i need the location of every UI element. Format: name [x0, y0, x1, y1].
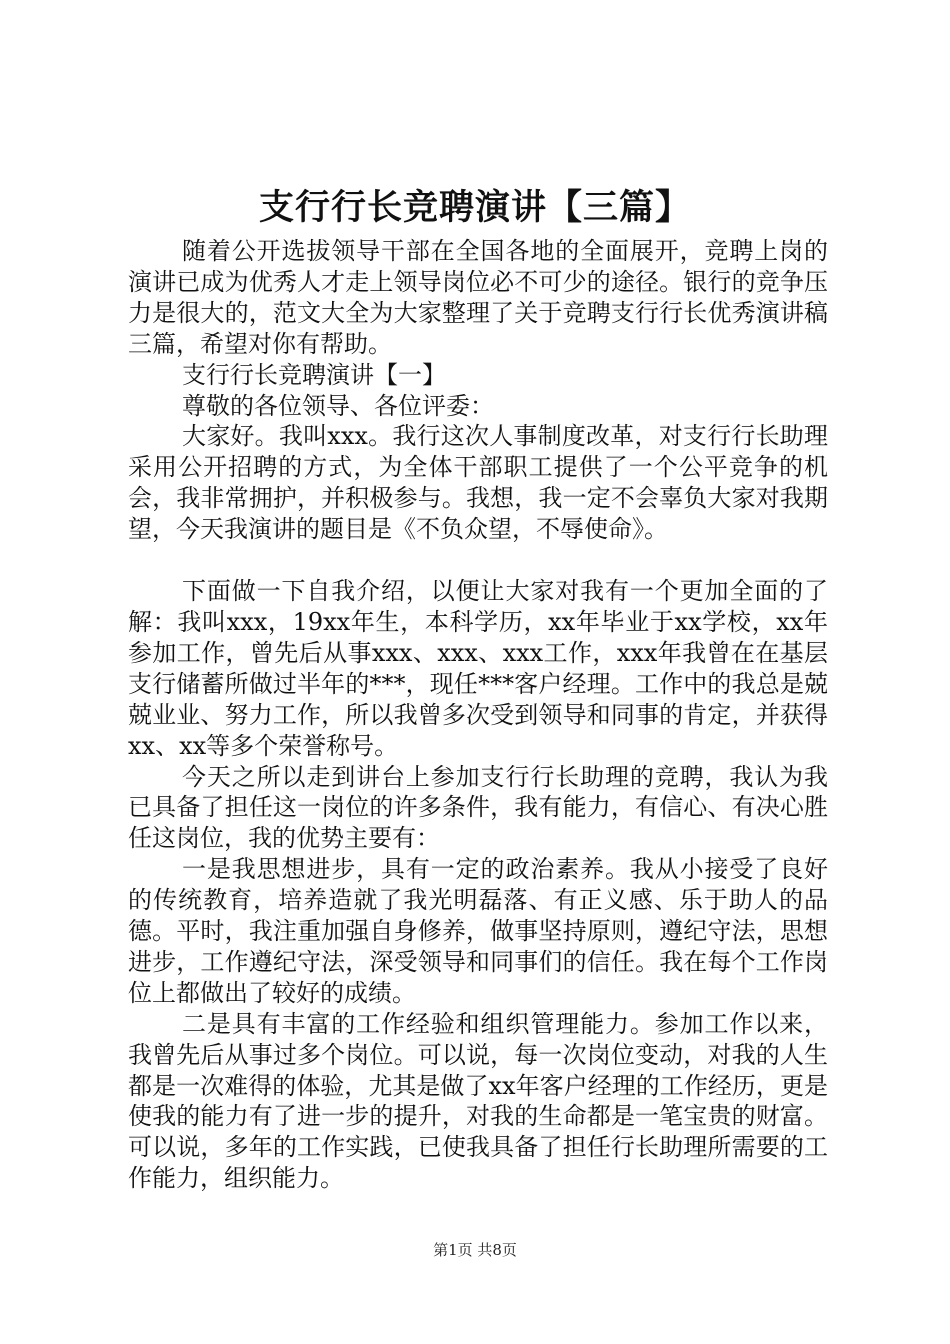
greeting-paragraph: 大家好。我叫xxx。我行这次人事制度改革，对支行行长助理采用公开招聘的方式，为全体干部职工提供了一个公平竞争的机会，我非常拥护，并积极参与。我想，我一定不会辜负大家对我期望，今天我演讲的题目是《不负众望，不辱使命》。	[128, 422, 828, 544]
page-footer: 第1页 共8页	[433, 1241, 517, 1259]
self-introduction-paragraph: 下面做一下自我介绍，以便让大家对我有一个更加全面的了解：我叫xxx，19xx年生，本科学历，xx年毕业于xx学校，xx年参加工作，曾先后从事xxx、xxx、xxx工作，xxx年我曾在在基层支行储蓄所做过半年的***，现任***客户经理。工作中的我总是兢兢业业、努力工作，所以我曾多次受到领导和同事的肯定，并获得xx、xx等多个荣誉称号。	[128, 577, 828, 760]
intro-paragraph: 随着公开选拔领导干部在全国各地的全面展开，竞聘上岗的演讲已成为优秀人才走上领导岗位必不可少的途径。银行的竞争压力是很大的，范文大全为大家整理了关于竞聘支行行长优秀演讲稿三篇，希望对你有帮助。	[128, 237, 828, 358]
document-title: 支行行长竞聘演讲【三篇】	[258, 187, 691, 228]
salutation: 尊敬的各位领导、各位评委：	[182, 391, 494, 420]
strength-one-paragraph: 一是我思想进步，具有一定的政治素养。我从小接受了良好的传统教育，培养造就了我光明磊落、有正义感、乐于助人的品德。平时，我注重加强自身修养，做事坚持原则，遵纪守法，思想进步，工作遵纪守法，深受领导和同事们的信任。我在每个工作岗位上都做出了较好的成绩。	[128, 855, 828, 1007]
motivation-paragraph: 今天之所以走到讲台上参加支行行长助理的竞聘，我认为我已具备了担任这一岗位的许多条件，我有能力，有信心、有决心胜任这岗位，我的优势主要有：	[128, 762, 828, 853]
section-heading: 支行行长竞聘演讲【一】	[182, 360, 446, 389]
document-body	[128, 236, 828, 1194]
strength-two-paragraph: 二是具有丰富的工作经验和组织管理能力。参加工作以来，我曾先后从事过多个岗位。可以说，每一次岗位变动，对我的人生都是一次难得的体验，尤其是做了xx年客户经理的工作经历，更是使我的能力有了进一步的提升，对我的生命都是一笔宝贵的财富。可以说，多年的工作实践，已使我具备了担任行长助理所需要的工作能力，组织能力。	[128, 1009, 828, 1193]
